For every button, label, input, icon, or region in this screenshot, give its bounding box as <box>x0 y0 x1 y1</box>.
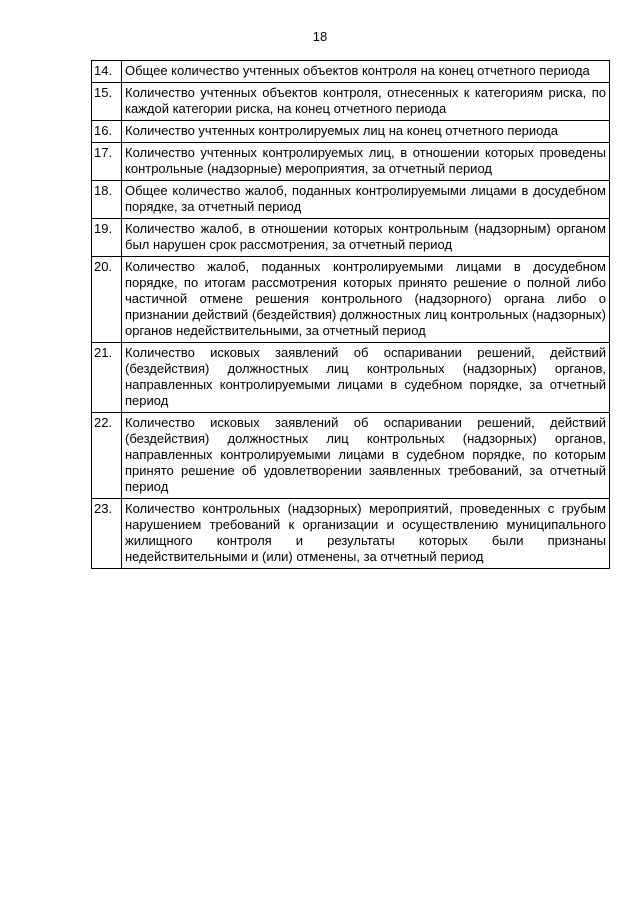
row-number: 16. <box>92 121 122 143</box>
row-number: 17. <box>92 143 122 181</box>
table-row <box>92 343 610 413</box>
table-row <box>92 499 610 569</box>
row-text: Количество учтенных контролируемых лиц, в отношении которых проведены контрольные (надзорные) мероприятия, за отчетный период <box>122 143 610 181</box>
row-text: Общее количество жалоб, поданных контролируемыми лицами в досудебном порядке, за отчетный период <box>122 181 610 219</box>
table-row <box>92 121 610 143</box>
row-number: 15. <box>92 83 122 121</box>
row-text: Количество учтенных объектов контроля, отнесенных к категориям риска, по каждой категории риска, на конец отчетного периода <box>122 83 610 121</box>
row-text: Количество исковых заявлений об оспаривании решений, действий (бездействия) должностных лиц контрольных (надзорных) органов, направленных контролируемыми лицами в судебном порядке, за отчетный период <box>122 343 610 413</box>
table-row <box>92 83 610 121</box>
row-number: 21. <box>92 343 122 413</box>
row-text: Количество жалоб, поданных контролируемыми лицами в досудебном порядке, по итогам рассмотрения которых принято решение о полной либо частичной отмене решения контрольного (надзорного) органа либо о признании действий (бездействия) должностных лиц контрольных (надзорных) органов недействительными, за отчетный период <box>122 257 610 343</box>
table-row <box>92 181 610 219</box>
table-row <box>92 61 610 83</box>
row-text: Количество исковых заявлений об оспаривании решений, действий (бездействия) должностных лиц контрольных (надзорных) органов, направленных контролируемыми лицами в судебном порядке, по которым принято решение об удовлетворении заявленных требований, за отчетный период <box>122 413 610 499</box>
row-text: Количество контрольных (надзорных) мероприятий, проведенных с грубым нарушением требований к организации и осуществлению муниципального жилищного контроля и результаты которых были признаны недействительными и (или) отменены, за отчетный период <box>122 499 610 569</box>
row-number: 14. <box>92 61 122 83</box>
table-row <box>92 413 610 499</box>
row-number: 18. <box>92 181 122 219</box>
page-number: 18 <box>312 29 328 44</box>
row-number: 20. <box>92 257 122 343</box>
row-number: 22. <box>92 413 122 499</box>
row-number: 23. <box>92 499 122 569</box>
row-text: Количество учтенных контролируемых лиц на конец отчетного периода <box>122 121 610 143</box>
row-text: Количество жалоб, в отношении которых контрольным (надзорным) органом был нарушен срок рассмотрения, за отчетный период <box>122 219 610 257</box>
row-number: 19. <box>92 219 122 257</box>
row-text: Общее количество учтенных объектов контроля на конец отчетного периода <box>122 61 610 83</box>
table-row <box>92 219 610 257</box>
indicators-table <box>91 60 610 569</box>
table-row <box>92 143 610 181</box>
table-row <box>92 257 610 343</box>
